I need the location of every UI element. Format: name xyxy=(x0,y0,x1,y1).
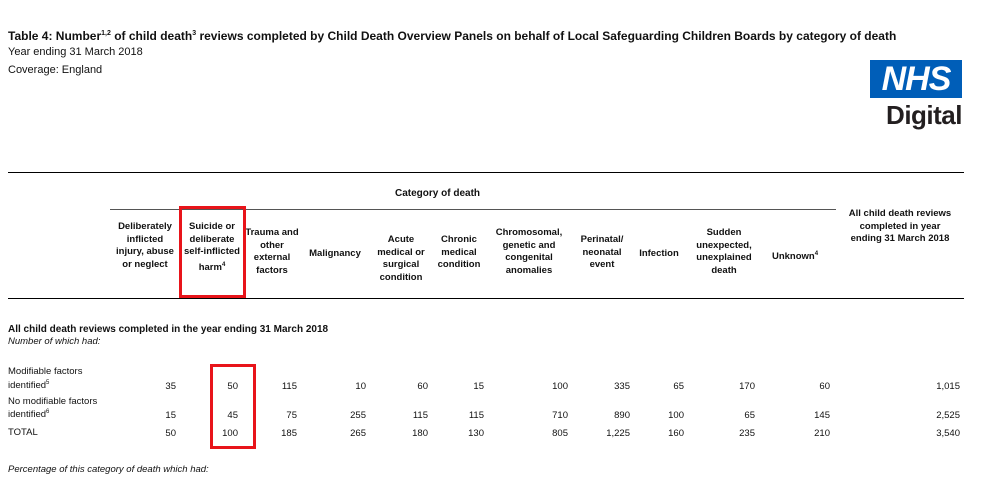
cell-no-modifiable-malignancy: 255 xyxy=(350,410,366,421)
cell-no-modifiable-suicide: 45 xyxy=(227,410,238,421)
cell-total-suicide: 100 xyxy=(222,428,238,439)
nhs-logo-word: Digital xyxy=(886,100,962,130)
col-header-sudden: Sudden unexpected, unexplained death xyxy=(696,227,752,276)
cell-no-modifiable-all: 2,525 xyxy=(936,410,960,421)
category-header: Category of death xyxy=(395,188,481,199)
cell-no-modifiable-infection: 100 xyxy=(668,410,684,421)
section-title: All child death reviews completed in the year ending 31 March 2018 xyxy=(8,324,329,335)
col-header-chromosomal: Chromosomal, genetic and congenital anomalies xyxy=(495,227,563,276)
col-header-perinatal: Perinatal/ neonatal event xyxy=(580,234,624,270)
cell-modifiable-unknown: 60 xyxy=(819,381,830,392)
col-header-infection: Infection xyxy=(639,248,679,259)
cell-total-all: 3,540 xyxy=(936,428,960,439)
col-header-acute: Acute medical or surgical condition xyxy=(377,234,425,283)
cell-total-deliberate: 50 xyxy=(165,428,176,439)
cell-total-unknown: 210 xyxy=(814,428,830,439)
cell-modifiable-perinatal: 335 xyxy=(614,381,630,392)
cell-modifiable-deliberate: 35 xyxy=(165,381,176,392)
table-title: Table 4: Number$^{1,2}$ of child death$^3$ reviews completed by Child Death Overview Panels on behalf of Local Safeguarding Children Boards by category of death xyxy=(8,29,897,43)
percentage-label: Percentage of this category of death which had: xyxy=(8,464,209,475)
cell-no-modifiable-acute: 115 xyxy=(412,410,428,421)
cell-no-modifiable-trauma: 75 xyxy=(286,410,297,421)
nhs-digital-logo xyxy=(866,60,962,132)
cell-modifiable-suicide: 50 xyxy=(227,381,238,392)
col-header-deliberately-inflicted: Deliberately inflicted injury, abuse or neglect xyxy=(116,221,174,270)
cell-total-trauma: 185 xyxy=(281,428,297,439)
cell-modifiable-chronic: 15 xyxy=(473,381,484,392)
cell-no-modifiable-chronic: 115 xyxy=(468,410,484,421)
cell-modifiable-infection: 65 xyxy=(673,381,684,392)
col-header-all-reviews: All child death reviews completed in year ending 31 March 2018 xyxy=(848,208,952,244)
col-header-trauma: Trauma and other external factors xyxy=(245,227,299,276)
cell-no-modifiable-perinatal: 890 xyxy=(614,410,630,421)
cell-no-modifiable-unknown: 145 xyxy=(814,410,830,421)
table-subtitle: Year ending 31 March 2018 xyxy=(8,46,143,58)
row-label-modifiable-line1: Modifiable factors xyxy=(8,366,83,377)
cell-no-modifiable-chromosomal: 710 xyxy=(552,410,568,421)
cell-total-perinatal: 1,225 xyxy=(606,428,630,439)
cell-modifiable-acute: 60 xyxy=(417,381,428,392)
col-header-chronic: Chronic medical condition xyxy=(437,234,481,270)
cell-total-chronic: 130 xyxy=(468,428,484,439)
sub-label: Number of which had: xyxy=(8,336,101,347)
cell-total-infection: 160 xyxy=(668,428,684,439)
cell-modifiable-all: 1,015 xyxy=(936,381,960,392)
cell-total-chromosomal: 805 xyxy=(552,428,568,439)
row-label-no-modifiable-line1: No modifiable factors xyxy=(8,396,98,407)
col-header-unknown: Unknown$^4$ xyxy=(771,251,819,263)
row-label-total: TOTAL xyxy=(8,427,38,438)
cell-modifiable-chromosomal: 100 xyxy=(552,381,568,392)
cell-total-malignancy: 265 xyxy=(350,428,366,439)
cell-total-acute: 180 xyxy=(412,428,428,439)
cell-modifiable-trauma: 115 xyxy=(281,381,297,392)
cell-modifiable-malignancy: 10 xyxy=(355,381,366,392)
header-bottom-rule xyxy=(8,298,964,299)
cell-total-sudden: 235 xyxy=(739,428,755,439)
col-header-suicide: Suicide or deliberate self-inflicted harm$^4$ xyxy=(184,221,240,273)
highlight-box-header xyxy=(179,206,246,298)
cell-modifiable-sudden: 170 xyxy=(739,381,755,392)
row-label-modifiable-line2: identified$^5$ xyxy=(8,380,50,392)
cell-no-modifiable-deliberate: 15 xyxy=(165,410,176,421)
table-top-rule xyxy=(8,172,964,173)
col-header-malignancy: Malignancy xyxy=(309,248,361,259)
row-label-no-modifiable-line2: identified$^6$ xyxy=(8,409,50,421)
nhs-logo-badge: NHS xyxy=(870,60,962,98)
coverage-text: Coverage: England xyxy=(8,64,103,76)
cell-no-modifiable-sudden: 65 xyxy=(744,410,755,421)
